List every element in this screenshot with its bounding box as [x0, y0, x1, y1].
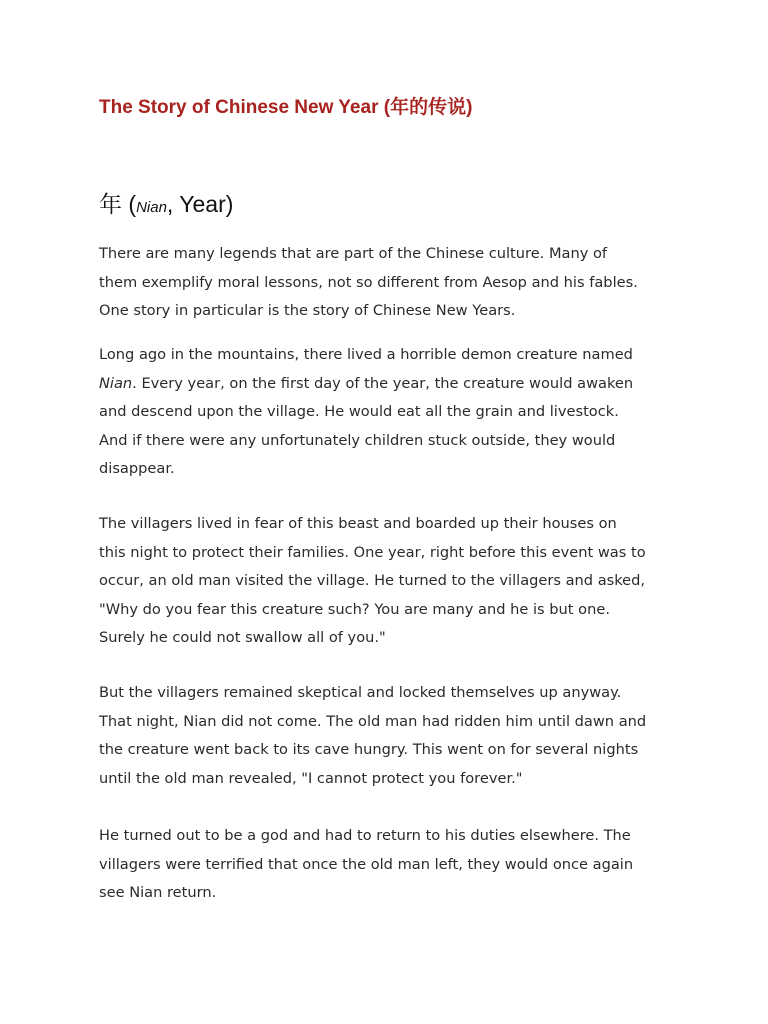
- paragraph-intro: [99, 240, 679, 326]
- paragraph-line: the creature went back to its cave hungry. This went on for several nights: [99, 741, 639, 758]
- paragraph-line: That night, Nian did not come. The old man had ridden him until dawn and: [99, 712, 647, 730]
- paragraph-line: disappear.: [99, 460, 175, 477]
- paragraph-line: see Nian return.: [99, 884, 217, 901]
- paragraph-line: Surely he could not swallow all of you.": [99, 629, 386, 646]
- paragraph-line: [99, 370, 679, 399]
- paragraph-line: And if there were any unfortunately children stuck outside, they would: [99, 431, 616, 449]
- nian-italic: Nian: [99, 374, 133, 392]
- paragraph-line: this night to protect their families. One year, right before this event was to: [99, 543, 646, 561]
- paragraph-line: and descend upon the village. He would eat all the grain and livestock.: [99, 403, 619, 420]
- paragraph-demon: [99, 341, 679, 484]
- paragraph-skeptical: [99, 679, 679, 793]
- paragraph-line: villagers were terrified that once the old man left, they would once again: [99, 855, 634, 873]
- paragraph-line: until the old man revealed, "I cannot protect you forever.": [99, 769, 523, 787]
- document-title: The Story of Chinese New Year (年的传说): [99, 97, 473, 118]
- paragraph-villagers-fear: [99, 510, 679, 653]
- paragraph-line: them exemplify moral lessons, not so different from Aesop and his fables.: [99, 273, 638, 291]
- paragraph-god: [99, 822, 679, 908]
- paragraph-line: But the villagers remained skeptical and locked themselves up anyway.: [99, 684, 622, 701]
- paragraph-line: occur, an old man visited the village. He turned to the villagers and asked,: [99, 572, 646, 589]
- paragraph-line: "Why do you fear this creature such? You are many and he is but one.: [99, 600, 610, 618]
- paragraph-line-rest: . Every year, on the first day of the year, the creature would awaken: [132, 374, 634, 392]
- section-heading-romanization: Nian: [136, 199, 167, 216]
- section-heading: [99, 186, 233, 219]
- paragraph-line: There are many legends that are part of the Chinese culture. Many of: [99, 245, 608, 262]
- section-heading-char: 年 (: [99, 191, 137, 217]
- paragraph-line: The villagers lived in fear of this beast and boarded up their houses on: [99, 515, 617, 532]
- paragraph-line: Long ago in the mountains, there lived a horrible demon creature named: [99, 346, 633, 363]
- section-heading-rest: , Year): [166, 191, 234, 217]
- paragraph-line: He turned out to be a god and had to return to his duties elsewhere. The: [99, 827, 631, 844]
- paragraph-line: One story in particular is the story of Chinese New Years.: [99, 302, 516, 319]
